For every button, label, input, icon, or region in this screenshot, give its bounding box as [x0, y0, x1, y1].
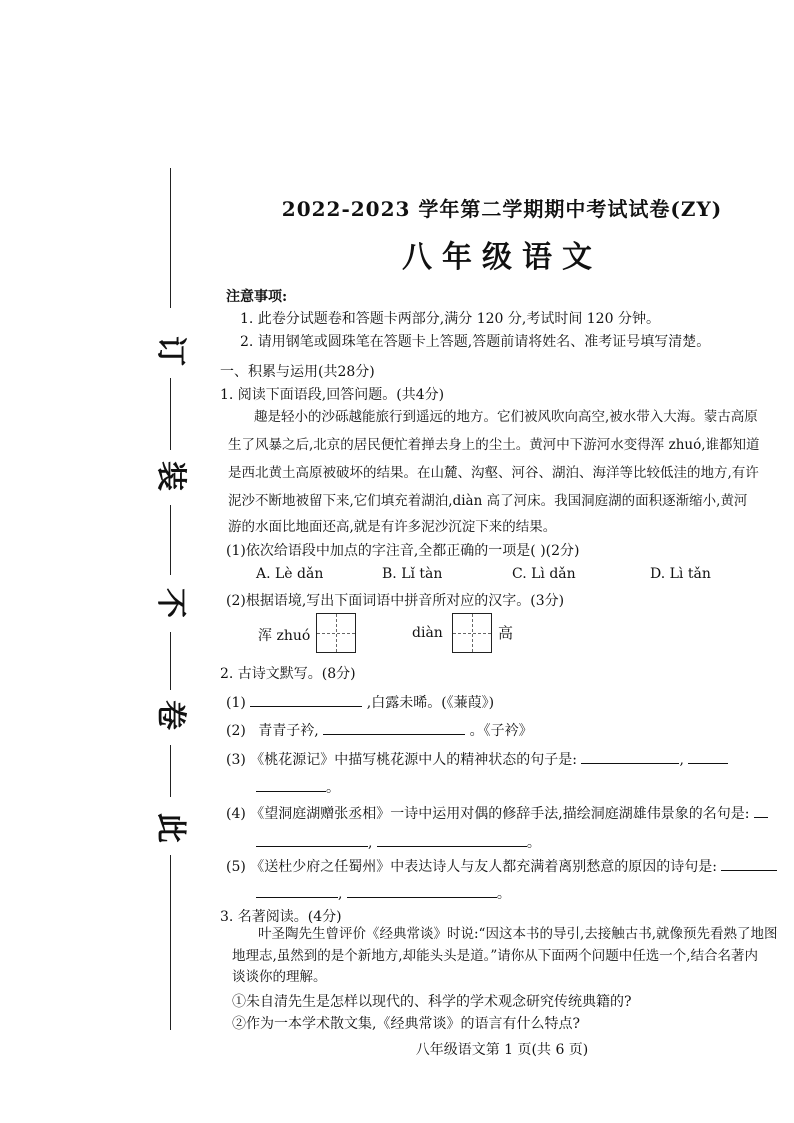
option-d: D. Lì tǎn — [650, 566, 711, 582]
poem-item-2 — [226, 720, 533, 740]
tianzi-grid-box[interactable] — [452, 613, 492, 653]
tianzi-grid-box[interactable] — [316, 613, 356, 653]
passage-line: 叶圣陶先生曾评价《经典常谈》时说:“因这本书的导引,去接触古书,就像预先看熟了地图 — [258, 926, 778, 942]
page-footer: 八年级语文第 1 页(共 6 页) — [415, 1042, 589, 1058]
question-title: 3. 名著阅读。(4分) — [220, 909, 342, 925]
passage-line: 游的水面比地面还高,就是有许多泥沙沉淀下来的结果。 — [228, 519, 557, 535]
item-num: (5) — [226, 859, 246, 875]
answer-blank[interactable] — [323, 720, 465, 735]
passage-line: 泥沙不断地被留下来,它们填充着湖泊,diàn 高了河床。我国洞庭湖的面积逐渐缩小,黄河 — [228, 493, 748, 509]
item-text: 。《子衿》 — [469, 723, 533, 739]
poem-item-5 — [226, 856, 777, 876]
item-num: (4) — [226, 806, 246, 822]
poem-item-1 — [226, 692, 494, 712]
passage-line: 是西北黄土高原被破坏的结果。在山麓、沟壑、河谷、湖泊、海洋等比较低洼的地方,有许 — [228, 465, 759, 481]
answer-blank[interactable] — [256, 832, 368, 847]
answer-blank[interactable] — [581, 749, 679, 764]
fill-label: 浑 zhuó — [258, 628, 311, 644]
poem-item-3-cont: 。 — [256, 777, 340, 797]
binding-line — [170, 378, 171, 450]
answer-blank[interactable] — [256, 777, 326, 792]
binding-char: 订 — [152, 333, 188, 369]
answer-blank[interactable] — [721, 856, 777, 871]
passage-line: 谈谈你的理解。 — [232, 969, 327, 985]
binding-line — [170, 632, 171, 690]
poem-item-4 — [226, 803, 768, 823]
q3-choice: ①朱自清先生是怎样以现代的、科学的学术观念研究传统典籍的? — [232, 994, 632, 1010]
question-title: 1. 阅读下面语段,回答问题。(共4分) — [220, 387, 445, 403]
q1-sub1: (1)依次给语段中加点的字注音,全都正确的一项是( )(2分) — [226, 543, 580, 559]
item-text: 《送杜少府之任蜀州》中表达诗人与友人都充满着离别愁意的原因的诗句是: — [250, 859, 718, 875]
binding-line — [170, 745, 171, 797]
item-text: 《望洞庭湖赠张丞相》一诗中运用对偶的修辞手法,描绘洞庭湖雄伟景象的名句是: — [250, 806, 750, 822]
item-text: 青青子衿, — [258, 723, 319, 739]
option-a: A. Lè dǎn — [256, 566, 324, 582]
item-num: (2) — [226, 723, 246, 739]
answer-blank[interactable] — [754, 803, 768, 818]
binding-line — [170, 168, 171, 308]
option-b: B. Lǐ tàn — [382, 566, 443, 582]
notice-item: 1. 此卷分试题卷和答题卡两部分,满分 120 分,考试时间 120 分钟。 — [240, 311, 660, 327]
binding-char: 卷 — [152, 697, 188, 733]
q1-sub2: (2)根据语境,写出下面词语中拼音所对应的汉字。(3分) — [226, 593, 565, 609]
notice-item: 2. 请用钢笔或圆珠笔在答题卡上答题,答题前请将姓名、准考证号填写清楚。 — [240, 334, 711, 350]
poem-item-3: (3) 《桃花源记》中描写桃花源中人的精神状态的句子是: , — [226, 749, 728, 769]
passage-line: 地理志,虽然到的是个新地方,却能头头是道。”请你从下面两个问题中任选一个,结合名著内 — [232, 948, 759, 964]
passage-line: 生了风暴之后,北京的居民便忙着掸去身上的尘土。黄河中下游河水变得浑 zhuó,谁都知道 — [228, 437, 760, 453]
answer-blank[interactable] — [250, 692, 362, 707]
section-heading: 一、积累与运用(共28分) — [220, 364, 375, 380]
item-num: (3) — [226, 752, 246, 768]
binding-line — [170, 855, 171, 1030]
binding-char: 不 — [152, 585, 188, 621]
passage-line: 趣是轻小的沙砾越能旅行到遥远的地方。它们被风吹向高空,被水带入大海。蒙古高原 — [254, 409, 758, 425]
item-num: (1) — [226, 695, 246, 711]
item-text: 《桃花源记》中描写桃花源中人的精神状态的句子是: — [250, 752, 578, 768]
poem-item-4-cont: , 。 — [256, 832, 541, 852]
question-title: 2. 古诗文默写。(8分) — [220, 666, 356, 682]
answer-blank[interactable] — [347, 883, 497, 898]
option-c: C. Lì dǎn — [512, 566, 576, 582]
answer-blank[interactable] — [688, 749, 728, 764]
answer-blank[interactable] — [256, 883, 338, 898]
notice-heading: 注意事项: — [226, 289, 288, 305]
binding-char: 此 — [152, 810, 188, 846]
binding-line — [170, 505, 171, 575]
answer-blank[interactable] — [377, 832, 527, 847]
subject-title: 八年级语文 — [402, 240, 602, 275]
binding-char: 装 — [152, 458, 188, 494]
poem-item-5-cont: , 。 — [256, 883, 511, 903]
fill-label: diàn — [412, 625, 443, 641]
paper-title: 2022-2023 学年第二学期期中考试试卷(ZY) — [281, 197, 723, 221]
q3-choice: ②作为一本学术散文集,《经典常谈》的语言有什么特点? — [232, 1016, 580, 1032]
item-text: ,白露未晞。(《蒹葭》) — [366, 695, 495, 711]
fill-label: 高 — [498, 624, 514, 642]
